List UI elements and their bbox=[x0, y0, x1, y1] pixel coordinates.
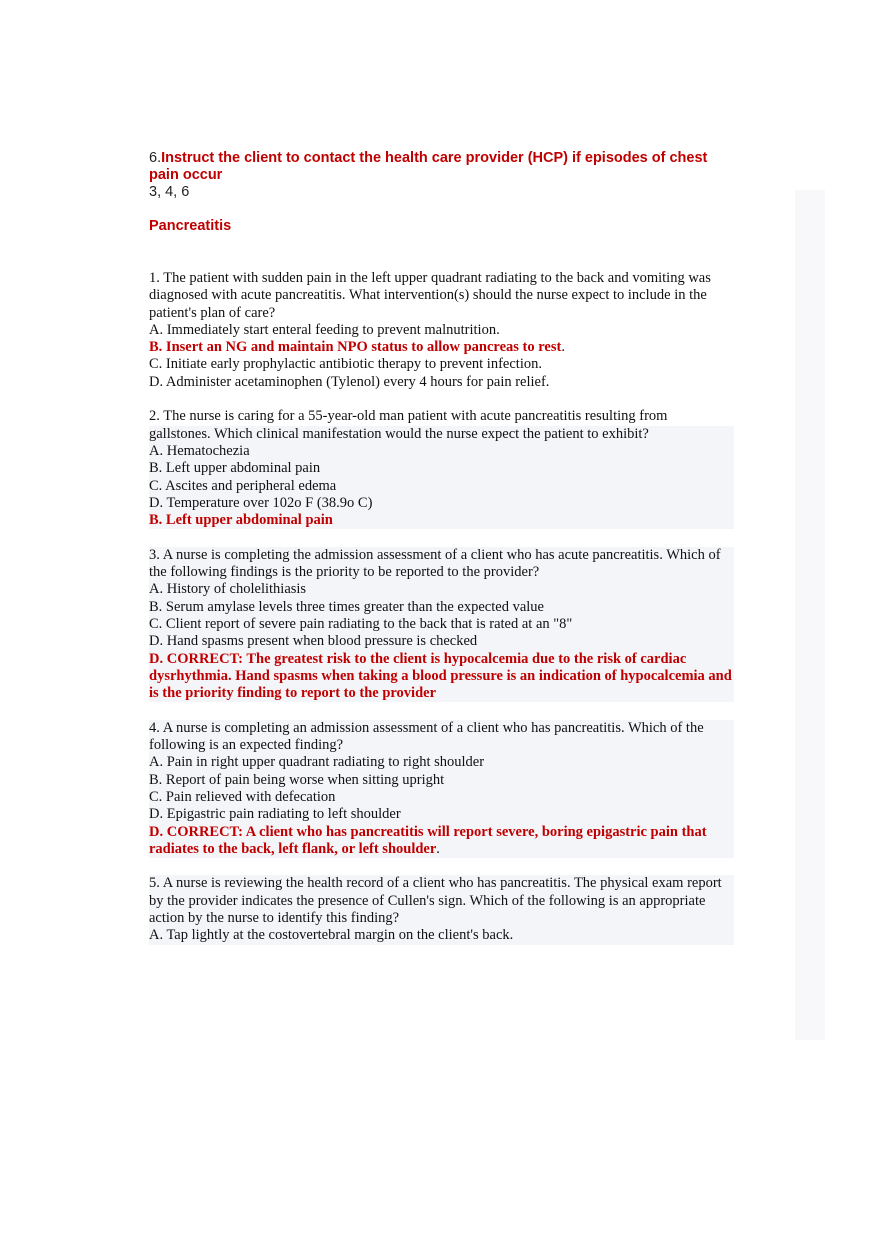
question-option-answer bbox=[149, 339, 734, 356]
question-stem-line: gallstones. Which clinical manifestation would the nurse expect the patient to exhibit? bbox=[149, 425, 649, 442]
question-1 bbox=[149, 270, 734, 391]
section-title: Pancreatitis bbox=[149, 218, 232, 234]
question-option: D. Hand spasms present when blood pressure is checked bbox=[149, 633, 478, 650]
option-suffix: . bbox=[561, 339, 565, 356]
top-item bbox=[149, 150, 734, 201]
page-edge-shading bbox=[795, 190, 825, 1040]
section-spacer bbox=[149, 235, 734, 270]
question-option: B. Left upper abdominal pain bbox=[149, 460, 321, 477]
question-3 bbox=[149, 547, 734, 703]
answer-suffix: . bbox=[436, 840, 440, 857]
question-2 bbox=[149, 408, 734, 529]
question-answer: D. CORRECT: The greatest risk to the client is hypocalcemia due to the risk of cardiac dysrhythmia. Hand spasms when taking a blood pressure is an indication of hypocalcemia and is the priority finding to report to the provider bbox=[149, 650, 732, 702]
question-option: A. History of cholelithiasis bbox=[149, 581, 307, 598]
question-option: D. Epigastric pain radiating to left shoulder bbox=[149, 806, 401, 823]
question-answer-line bbox=[149, 824, 734, 859]
question-option: C. Ascites and peripheral edema bbox=[149, 477, 337, 494]
question-option: A. Tap lightly at the costovertebral margin on the client's back. bbox=[149, 927, 514, 944]
question-option: B. Serum amylase levels three times greater than the expected value bbox=[149, 598, 544, 615]
question-stem: 3. A nurse is completing the admission assessment of a client who has acute pancreatitis. Which of the following findings is the priority to be reported to the provider? bbox=[149, 546, 721, 581]
question-option: A. Pain in right upper quadrant radiating to right shoulder bbox=[149, 754, 485, 771]
question-stem-line: 2. The nurse is caring for a 55-year-old man patient with acute pancreatitis resulting from bbox=[149, 408, 668, 425]
shaded-block bbox=[149, 426, 734, 530]
question-4 bbox=[149, 720, 734, 858]
correct-option-text: B. Insert an NG and maintain NPO status to allow pancreas to rest bbox=[149, 339, 562, 356]
question-option: C. Pain relieved with defecation bbox=[149, 788, 336, 805]
question-option: A. Immediately start enteral feeding to prevent malnutrition. bbox=[149, 321, 500, 338]
top-item-answer-numbers: 3, 4, 6 bbox=[149, 184, 190, 200]
top-item-heading bbox=[149, 150, 734, 184]
question-option: D. Administer acetaminophen (Tylenol) every 4 hours for pain relief. bbox=[149, 373, 550, 390]
top-item-number: 6. bbox=[149, 150, 162, 166]
question-stem: 5. A nurse is reviewing the health record of a client who has pancreatitis. The physical exam report by the provider indicates the presence of Cullen's sign. Which of the following is an appropriate action by the nurse to identify this finding? bbox=[149, 875, 722, 926]
question-5 bbox=[149, 875, 734, 944]
question-answer: D. CORRECT: A client who has pancreatitis will report severe, boring epigastric pain that radiates to the back, left flank, or left shoulder bbox=[149, 823, 707, 857]
question-option: B. Report of pain being worse when sitting upright bbox=[149, 771, 445, 788]
question-option: C. Client report of severe pain radiating to the back that is rated at an "8" bbox=[149, 615, 573, 632]
question-option: D. Temperature over 102o F (38.9o C) bbox=[149, 494, 373, 511]
question-option: A. Hematochezia bbox=[149, 442, 250, 459]
question-stem: 4. A nurse is completing an admission assessment of a client who has pancreatitis. Which of the following is an expected finding? bbox=[149, 719, 704, 754]
top-item-text: Instruct the client to contact the health care provider (HCP) if episodes of chest pain occur bbox=[149, 150, 708, 183]
question-option: C. Initiate early prophylactic antibiotic therapy to prevent infection. bbox=[149, 356, 542, 373]
question-stem: 1. The patient with sudden pain in the left upper quadrant radiating to the back and vomiting was diagnosed with acute pancreatitis. What intervention(s) should the nurse expect to include in the patient's plan of care? bbox=[149, 270, 711, 321]
question-answer: B. Left upper abdominal pain bbox=[149, 512, 333, 529]
document-body bbox=[149, 150, 734, 962]
